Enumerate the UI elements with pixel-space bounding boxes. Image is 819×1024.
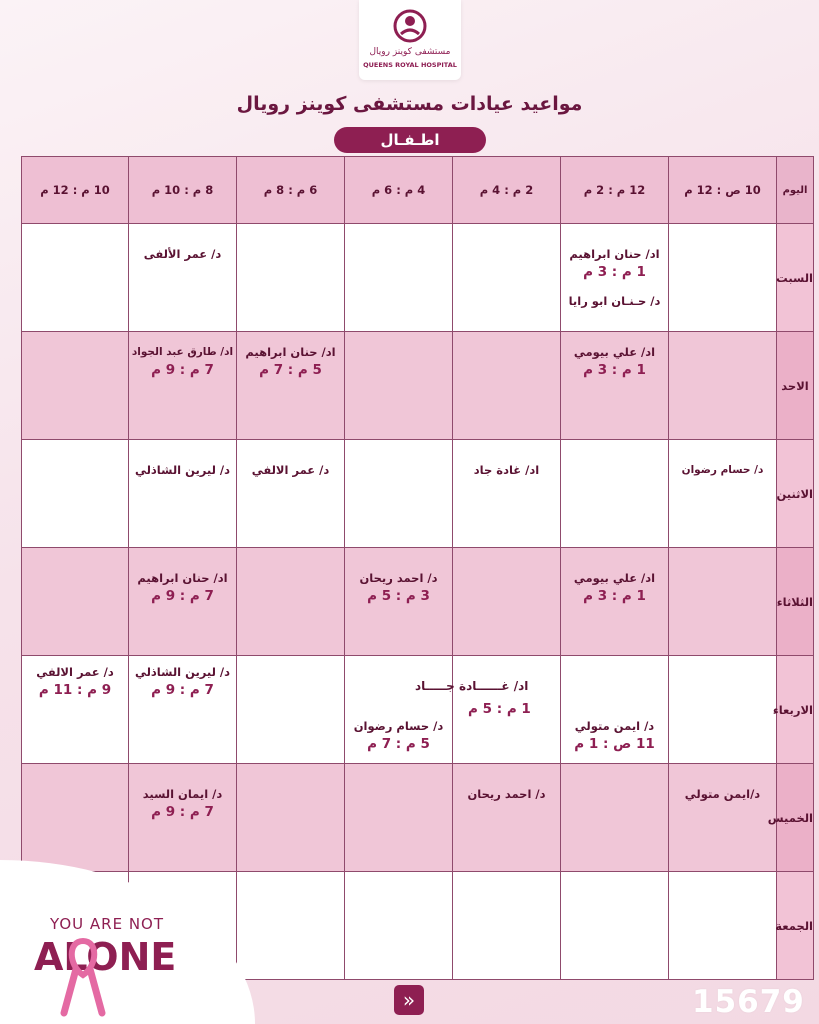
cell [345, 440, 453, 548]
doctor-name: د/ عمر الالفي [36, 665, 114, 679]
cell [237, 872, 345, 980]
campaign-line2: ALONE [34, 935, 177, 979]
row-monday [22, 440, 814, 548]
day-label: الاربعاء [777, 656, 814, 764]
doctor-name: اد/ علي بيومي [573, 345, 656, 359]
clinic-time: 1 م : 3 م [583, 362, 646, 378]
slot-header: 10 ص : 12 م [669, 157, 777, 224]
row-sunday [22, 332, 814, 440]
cell [237, 440, 345, 548]
clinic-time: 3 م : 5 م [367, 588, 430, 604]
cell [22, 332, 129, 440]
mother-baby-icon [390, 8, 430, 46]
cell [561, 656, 669, 764]
row-saturday [22, 224, 814, 332]
cell [22, 224, 129, 332]
doctor-name: د/ حسام رضوان [353, 719, 444, 733]
cell [22, 764, 129, 872]
doctor-name: د/ ايمان السيد [142, 787, 223, 801]
doctor-name: اد/ طارق عبد الجواد [131, 346, 234, 358]
doctor-name: د/ ايمن متولي [574, 719, 655, 733]
cell [561, 764, 669, 872]
clinic-time: 11 ص : 1 م [574, 736, 655, 752]
clinic-time: 5 م : 7 م [367, 736, 430, 752]
doctor-name: د/ احمد ريحان [467, 787, 546, 801]
schedule-table [21, 156, 814, 980]
doctor-name: اد/ حنان ابراهيم [245, 345, 336, 359]
double-chevron-right-icon: » [402, 988, 416, 1012]
page-title: مواعيد عيادات مستشفى كوينز رويال [236, 93, 583, 115]
cell [345, 764, 453, 872]
row-tuesday [22, 548, 814, 656]
doctor-name-span: اد/ غــــــادة جـــــاد [415, 679, 529, 693]
cell [345, 656, 453, 764]
hotline-number: 15679 [692, 984, 805, 1020]
cell [453, 872, 561, 980]
slot-header: 8 م : 10 م [129, 157, 237, 224]
doctor-name: د/ حـنـان ابو رايا [568, 294, 661, 308]
cell [561, 332, 669, 440]
cell [345, 548, 453, 656]
doctor-name: د/ ليرين الشاذلي [134, 463, 231, 477]
cell [237, 764, 345, 872]
day-label: الجمعة [777, 872, 814, 980]
day-label: الاثنين [777, 440, 814, 548]
header-row [22, 157, 814, 224]
slot-header: 4 م : 6 م [345, 157, 453, 224]
cell [561, 440, 669, 548]
cell [129, 548, 237, 656]
cell [453, 332, 561, 440]
cell [561, 872, 669, 980]
cell [669, 440, 777, 548]
cell [561, 548, 669, 656]
cell [561, 224, 669, 332]
cell [22, 548, 129, 656]
cell [669, 656, 777, 764]
doctor-name: اد/ حنان ابراهيم [569, 247, 660, 261]
slot-header: 2 م : 4 م [453, 157, 561, 224]
cell [669, 872, 777, 980]
day-label: السبت [777, 224, 814, 332]
doctor-name: د/ ليرين الشاذلي [134, 665, 231, 679]
cell [669, 548, 777, 656]
clinic-time: 7 م : 9 م [151, 588, 214, 604]
clinic-time: 1 م : 3 م [583, 264, 646, 280]
doctor-name: د/ عمر الألفى [143, 247, 222, 261]
cell [22, 440, 129, 548]
cell [22, 656, 129, 764]
row-thursday [22, 764, 814, 872]
doctor-name: د/ايمن متولي [684, 787, 761, 801]
cell [237, 224, 345, 332]
logo-english-text: QUEENS ROYAL HOSPITAL [363, 61, 457, 69]
cell [129, 224, 237, 332]
day-column-header: اليوم [777, 157, 814, 224]
cell [453, 440, 561, 548]
doctor-name: اد/ غادة جاد [473, 463, 540, 477]
doctor-name: اد/ حنان ابراهيم [137, 571, 228, 585]
cell [129, 764, 237, 872]
cell [345, 224, 453, 332]
day-label: الثلاثاء [777, 548, 814, 656]
cell [669, 332, 777, 440]
row-wednesday [22, 656, 814, 764]
doctor-name: د/ احمد ريحان [359, 571, 438, 585]
cell [453, 764, 561, 872]
cell [453, 224, 561, 332]
clinic-time: 7 م : 9 م [151, 682, 214, 698]
cell [237, 656, 345, 764]
slot-header: 12 م : 2 م [561, 157, 669, 224]
cell [669, 224, 777, 332]
cell [453, 548, 561, 656]
doctor-name: اد/ علي بيومي [573, 571, 656, 585]
department-badge: اطـفـال [334, 127, 486, 153]
clinic-time-span: 1 م : 5 م [468, 701, 531, 717]
clinic-time: 9 م : 11 م [38, 682, 112, 698]
cell [129, 656, 237, 764]
cell [669, 764, 777, 872]
cell [237, 332, 345, 440]
doctor-name: د/ حسام رضوان [681, 464, 764, 476]
clinic-time: 5 م : 7 م [259, 362, 322, 378]
cell [129, 440, 237, 548]
slot-header: 6 م : 8 م [237, 157, 345, 224]
cell [345, 872, 453, 980]
slot-header: 10 م : 12 م [22, 157, 129, 224]
day-label: الخميس [777, 764, 814, 872]
day-label: الاحد [777, 332, 814, 440]
clinic-time: 7 م : 9 م [151, 362, 214, 378]
pink-ribbon-icon [58, 937, 108, 1017]
clinic-time: 1 م : 3 م [583, 588, 646, 604]
hospital-logo [359, 0, 461, 80]
logo-arabic-text: مستشفى كوينز رويال [369, 47, 451, 57]
cell [345, 332, 453, 440]
campaign-line1: YOU ARE NOT [50, 915, 165, 933]
next-arrow-button[interactable] [394, 985, 424, 1015]
cell [237, 548, 345, 656]
doctor-name: د/ عمر الالفي [251, 463, 330, 477]
clinic-time: 7 م : 9 م [151, 804, 214, 820]
cell [129, 332, 237, 440]
